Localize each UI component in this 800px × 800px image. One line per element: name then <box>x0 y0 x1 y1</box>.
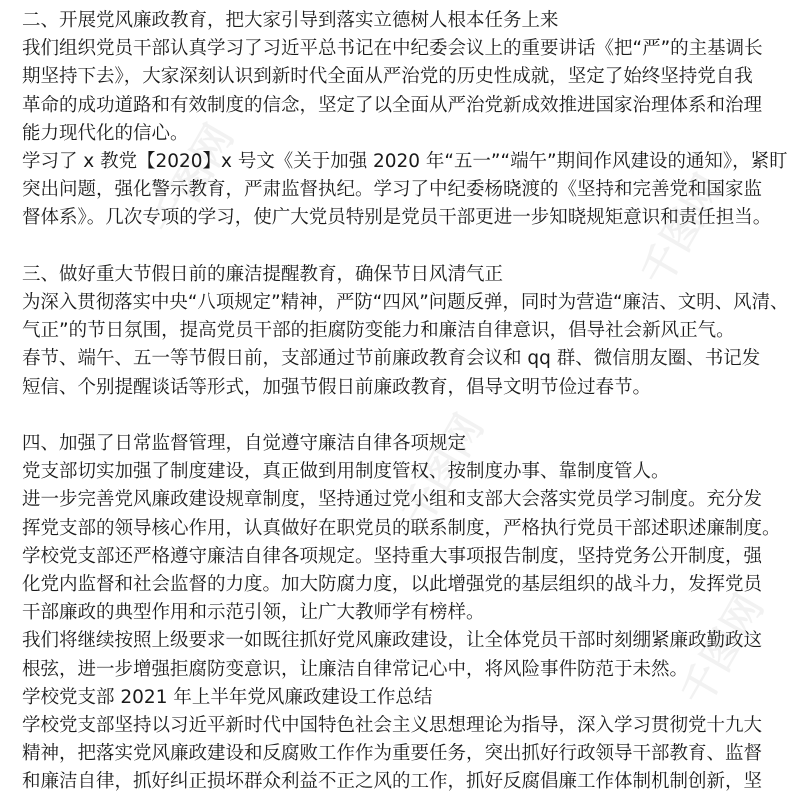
body-text-line: 我们将继续按照上级要求一如既往抓好党风廉政建设，让全体党员干部时刻绷紧廉政勤政这 <box>22 630 763 652</box>
body-text-line: 精神，把落实党风廉政建设和反腐败工作作为重要任务，突出抓好行政领导干部教育、监督 <box>22 743 763 765</box>
body-text-line: 学校党支部坚持以习近平新时代中国特色社会主义思想理论为指导，深入学习贯彻党十九大 <box>22 715 763 736</box>
watermark: 千图网 <box>633 166 733 294</box>
watermark: 千图网 <box>393 406 493 534</box>
blank-line <box>22 234 782 260</box>
body-text-line: 我们组织党员干部认真学习了习近平总书记在中纪委会议上的重要讲话《把“严”的主基调长 <box>22 38 763 60</box>
body-text-line: 根弦，进一步增强拒腐防变意识，让廉洁自律常记心中，将风险事件防范于未然。 <box>22 658 689 680</box>
body-text-line: 党支部切实加强了制度建设，真正做到用制度管权、按制度办事、靠制度管人。 <box>22 461 670 483</box>
document-title: 学校党支部 2021 年上半年党风廉政建设工作总结 <box>22 686 433 708</box>
body-text-line: 突出问题，强化警示教育，严肃监督执纪。学习了中纪委杨晓渡的《坚持和完善党和国家监 <box>22 179 763 201</box>
body-text-line: 为深入贯彻落实中央“八项规定”精神，严防“四风”问题反弹，同时为营造“廉洁、文明、风清、 <box>22 292 789 313</box>
body-text-line: 期坚持下去》，大家深刻认识到新时代全面从严治党的历史性成就，坚定了始终坚持党自我 <box>22 66 753 88</box>
body-text-line: 化党内监督和社会监督的力度。加大防腐力度，以此增强党的基层组织的战斗力，发挥党员 <box>22 574 763 595</box>
section-heading: 四、加强了日常监督管理，自觉遵守廉洁自律各项规定 <box>22 433 467 454</box>
section-heading: 二、开展党风廉政教育，把大家引导到落实立德树人根本任务上来 <box>22 10 559 31</box>
body-text-line: 气正”的节日氛围，提高党员干部的拒腐防变能力和廉洁自律意识，倡导社会新风正气。 <box>22 320 735 342</box>
body-text-line: 进一步完善党风廉政建设规章制度，坚持通过党小组和支部大会落实党员学习制度。充分发 <box>22 489 763 511</box>
watermark: 千图网 <box>673 586 773 714</box>
body-text-line: 短信、个别提醒谈话等形式，加强节假日前廉政教育，倡导文明节俭过春节。 <box>22 376 652 398</box>
body-text-line: 革命的成功道路和有效制度的信念，坚定了以全面从严治党新成效推进国家治理体系和治理 <box>22 94 763 116</box>
body-text-line: 能力现代化的信心。 <box>22 122 189 144</box>
watermark: 千图网 <box>143 116 243 244</box>
body-text-line: 学校党支部还严格遵守廉洁自律各项规定。坚持重大事项报告制度，坚持党务公开制度，强 <box>22 545 763 567</box>
body-text-line: 干部廉政的典型作用和示范引领，让广大教师学有榜样。 <box>22 602 485 624</box>
body-text-line: 和廉洁自律，抓好纠正损坏群众利益不正之风的工作，抓好反腐倡廉工作体制机制创新，坚 <box>22 771 763 793</box>
section-heading: 三、做好重大节假日前的廉洁提醒教育，确保节日风清气正 <box>22 263 504 285</box>
body-text-line: 学习了 x 教党【2020】x 号文《关于加强 2020 年“五一”“端午”期间作风建设的通知》，紧盯 <box>22 151 788 172</box>
body-text-line: 挥党支部的领导核心作用，认真做好在职党员的联系制度，严格执行党员干部述职述廉制度。 <box>22 517 781 539</box>
body-text-line: 督体系》。几次专项的学习，使广大党员特别是党员干部更进一步知晓规矩意识和责任担当。 <box>22 207 772 229</box>
body-text-line: 春节、端午、五一等节假日前，支部通过节前廉政教育会议和 qq 群、微信朋友圈、书记发 <box>22 348 761 370</box>
blank-line <box>22 403 782 429</box>
